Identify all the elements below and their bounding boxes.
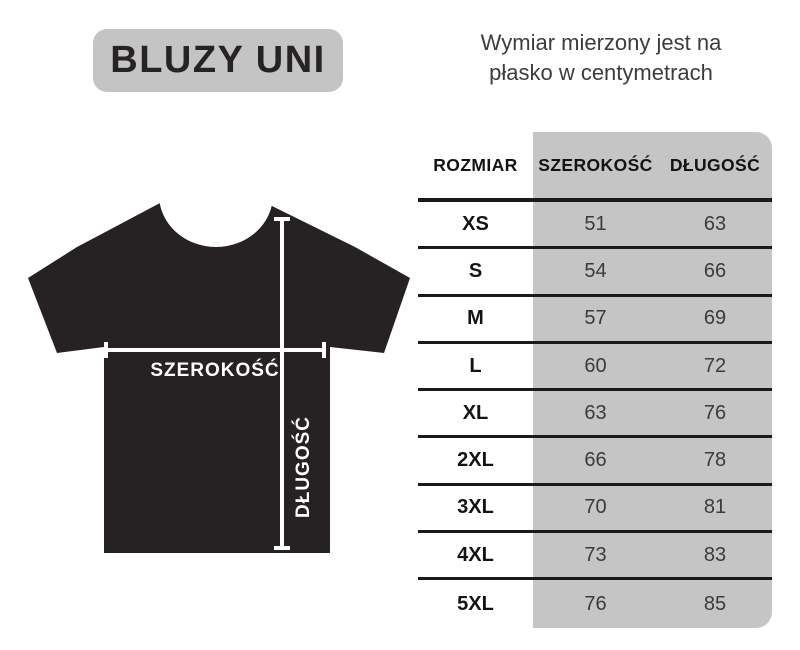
length-cell: 83 (703, 543, 727, 566)
table-row (418, 344, 772, 391)
size-cell: XL (462, 401, 489, 424)
table-row (418, 486, 772, 533)
width-cell: 73 (584, 543, 607, 566)
table-row (418, 391, 772, 438)
size-cell: M (467, 307, 484, 330)
size-cell: 3XL (457, 496, 494, 519)
size-cell: XS (462, 212, 489, 235)
length-cell: 72 (703, 354, 727, 377)
size-cell: 4XL (457, 543, 494, 566)
width-cell: 51 (584, 212, 607, 235)
table-row (418, 202, 772, 249)
width-cell: 54 (584, 259, 607, 282)
width-cell: 63 (584, 401, 607, 424)
width-label: SZEROKOŚĆ (150, 360, 280, 381)
tshirt-diagram (10, 185, 420, 580)
width-cell: 76 (584, 592, 607, 615)
length-cell: 69 (703, 307, 727, 330)
size-cell: 2XL (457, 449, 494, 472)
table-row (418, 438, 772, 485)
measurement-note (428, 28, 774, 88)
column-header-rozmiar: ROZMIAR (433, 154, 518, 175)
length-cell: 76 (703, 401, 727, 424)
length-cell: 63 (703, 212, 727, 235)
length-cell: 78 (703, 449, 727, 472)
size-cell: 5XL (457, 592, 494, 615)
table-header-row (418, 132, 772, 202)
title-badge (93, 29, 343, 92)
size-table (418, 132, 772, 628)
page-title: BLUZY UNI (110, 39, 326, 81)
size-cell: S (468, 259, 483, 282)
table-row (418, 580, 772, 627)
width-cell: 57 (584, 307, 607, 330)
table-row (418, 297, 772, 344)
column-header-dlugosc: DŁUGOŚĆ (669, 154, 761, 175)
length-label: DŁUGOŚĆ (293, 416, 314, 518)
width-cell: 60 (584, 354, 607, 377)
width-cell: 66 (584, 449, 607, 472)
size-cell: L (469, 354, 482, 377)
column-header-szerokosc: SZEROKOŚĆ (538, 154, 653, 175)
measurement-note-line2: płasko w centymetrach (489, 60, 713, 85)
width-cell: 70 (584, 496, 607, 519)
length-cell: 66 (703, 259, 727, 282)
length-cell: 81 (703, 496, 727, 519)
length-cell: 85 (703, 592, 727, 615)
table-row (418, 249, 772, 296)
table-row (418, 533, 772, 580)
measurement-note-line1: Wymiar mierzony jest na (480, 30, 722, 55)
